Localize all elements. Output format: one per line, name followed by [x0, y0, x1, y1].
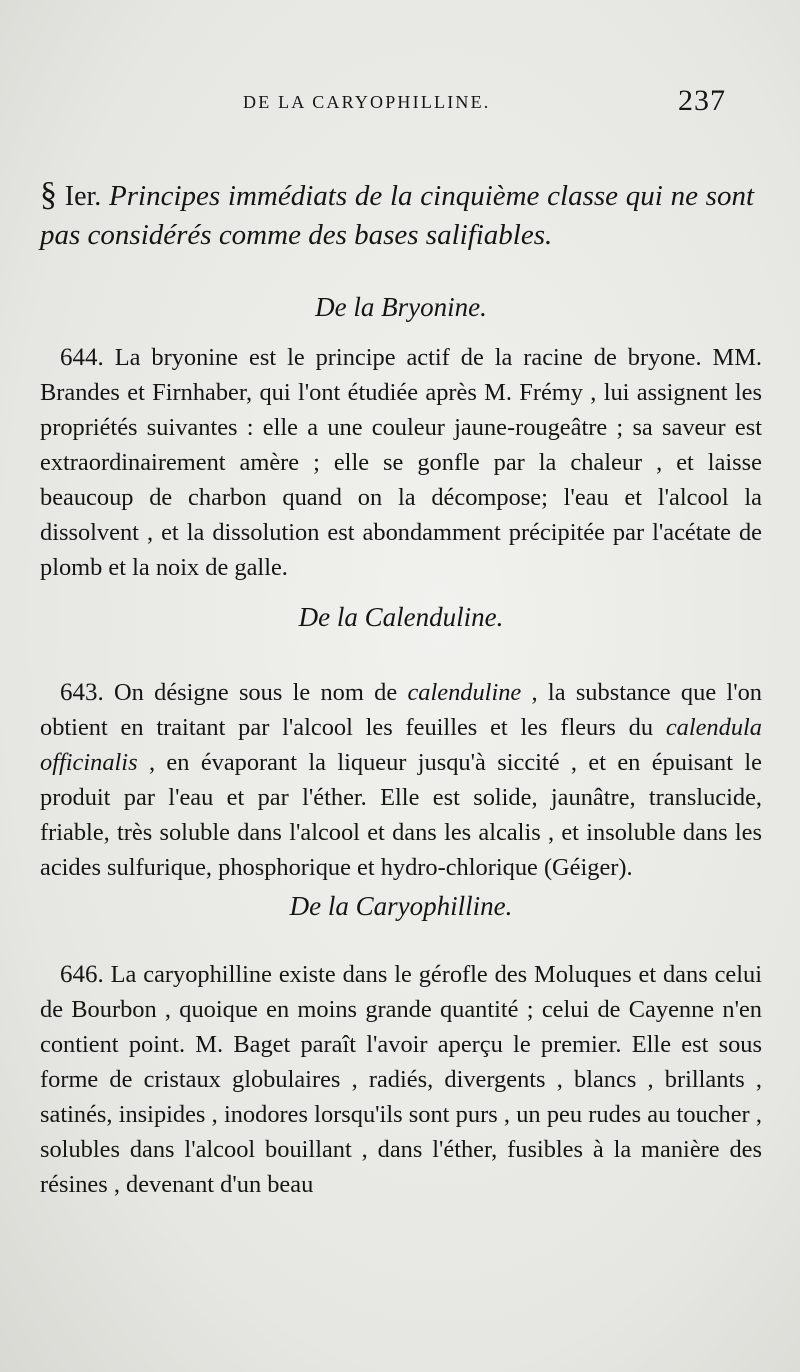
paragraph-643	[40, 675, 762, 885]
entry-heading-calenduline: De la Calenduline.	[298, 602, 504, 632]
paragraph-644	[40, 340, 762, 585]
entry-heading-bryonine: De la Bryonine.	[315, 292, 487, 322]
paragraph-646	[40, 957, 762, 1202]
page-body	[40, 176, 762, 1202]
paragraph-text: , la substance que l'on obtient en traitant par l'alcool les feuilles et les fleurs du	[40, 679, 762, 741]
paragraph-number: 643.	[60, 679, 104, 706]
paragraph-number: 646.	[60, 961, 104, 988]
paragraph-text: La bryonine est le principe actif de la racine de bryone. MM. Brandes et Firnhaber, qui l'ont étudiée après M. Frémy , lui assignent les propriétés suivantes : elle a une couleur jaune-rougeâtre ; sa saveur est extraordinairement amère ; elle se gonfle par la chaleur , et laisse beaucoup de charbon quand on la décompose; l'eau et l'alcool la dissolvent , et la dissolution est abondamment précipitée par l'acétate de plomb et la noix de galle.	[40, 344, 762, 581]
term-calendula-officinalis: calendula officinalis	[40, 714, 762, 776]
section-title: Principes immédiats de la cinquième classe qui ne sont pas considérés comme des bases salifiables.	[40, 180, 755, 251]
term-calenduline: calenduline	[407, 679, 522, 706]
entry-heading-caryophilline: De la Caryophilline.	[289, 891, 513, 921]
page-number: 237	[678, 84, 726, 117]
page-header	[0, 86, 800, 122]
paragraph-text: La caryophilline existe dans le gérofle des Moluques et dans celui de Bourbon , quoique en moins grande quantité ; celui de Cayenne n'en contient point. M. Baget paraît l'avoir aperçu le premier. Elle est sous forme de cristaux globulaires , radiés, divergents , blancs , brillants , satinés, insipides , inodores lorsqu'ils sont purs , un peu rudes au toucher , solubles dans l'alcool bouillant , dans l'éther, fusibles à la manière des résines , devenant d'un beau	[40, 961, 762, 1198]
section-symbol: §	[40, 176, 57, 213]
paragraph-text: On désigne sous le nom de	[114, 679, 408, 706]
section-number: Ier.	[64, 181, 102, 212]
paragraph-number: 644.	[60, 344, 104, 371]
section-heading	[40, 176, 754, 254]
paragraph-text: , en évaporant la liqueur jusqu'à siccité , et en épuisant le produit par l'eau et par l'éther. Elle est solide, jaunâtre, translucide, friable, très soluble dans l'alcool et dans les alcalis , et insoluble dans les acides sulfurique, phosphorique et hydro-chlorique (Géiger).	[40, 749, 762, 881]
running-title: DE LA CARYOPHILLINE.	[243, 92, 491, 112]
